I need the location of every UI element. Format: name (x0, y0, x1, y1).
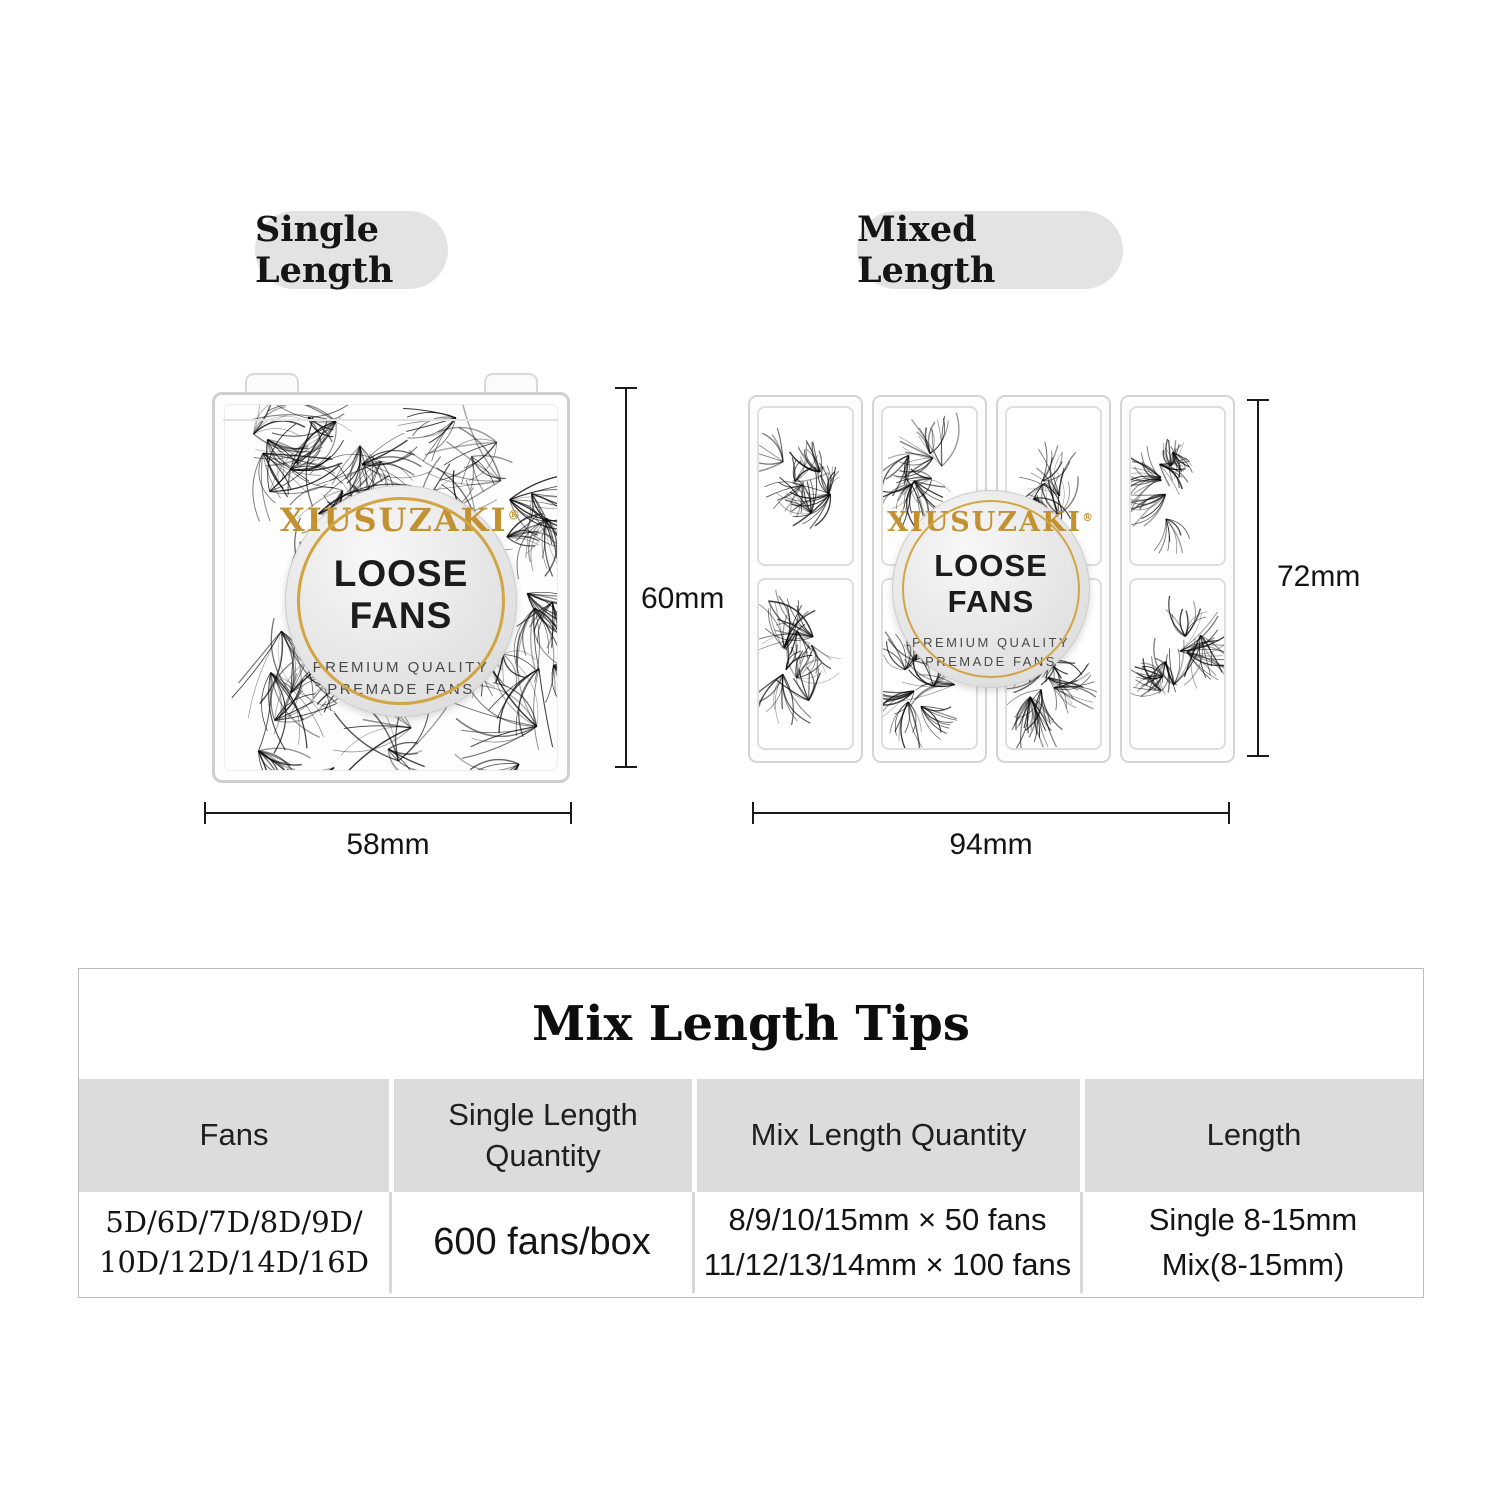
subtitle-line1: PREMIUM QUALITY (312, 659, 490, 677)
length-line1: Single 8-15mm (1148, 1201, 1358, 1237)
subtitle-line1: PREMIUM QUALITY (911, 634, 1071, 650)
mixed-length-badge-label: Mixed Length (857, 209, 996, 291)
lash-compartment (757, 578, 854, 750)
subtitle-line2: PREMADE FANS (327, 681, 475, 698)
single-width-dimension-line (205, 812, 572, 814)
fans-line2: 10D/12D/14D/16D (99, 1244, 369, 1279)
table-header-row (79, 1079, 1423, 1192)
mixed-width-dimension-line (753, 812, 1230, 814)
header-mix-quantity-label: Mix Length Quantity (750, 1117, 1027, 1153)
mix-quantity-line1: 8/9/10/15mm × 50 fans (728, 1201, 1047, 1237)
header-fans-label: Fans (199, 1117, 269, 1153)
lash-compartment (757, 406, 854, 566)
dimension-cap (570, 802, 572, 824)
header-single-quantity-label: Single Length Quantity (448, 1097, 638, 1173)
registered-mark: ® (507, 508, 523, 524)
mixed-height-dimension-label: 72mm (1277, 560, 1361, 593)
header-fans (79, 1079, 389, 1192)
header-mix-quantity (692, 1079, 1080, 1192)
dimension-cap (752, 802, 754, 824)
mixed-length-box-photo (748, 395, 1235, 763)
brand-text: XIUSUZAKI (887, 506, 1083, 538)
table-data-row (79, 1192, 1423, 1293)
lash-clump (759, 408, 852, 564)
header-length (1080, 1079, 1423, 1192)
brand-text: XIUSUZAKI (279, 501, 508, 540)
single-length-badge-label: Single Length (255, 209, 394, 291)
single-width-dimension-label: 58mm (346, 828, 430, 861)
subtitle-line2: PREMADE FANS (925, 653, 1057, 669)
sticker-subtitle (313, 657, 490, 701)
lash-clump (759, 580, 852, 748)
fans-line1: 5D/6D/7D/8D/9D/ (105, 1205, 363, 1240)
spec-table (78, 968, 1424, 1298)
mixed-height-dimension-line (1257, 400, 1259, 757)
sticker-subtitle (912, 634, 1070, 672)
length-line2: Mix(8-15mm) (1161, 1246, 1345, 1282)
compartment-strip (748, 395, 863, 763)
dimension-cap (615, 766, 637, 768)
lash-compartment (1129, 578, 1226, 750)
registered-mark: ® (1082, 510, 1095, 524)
brand-name (887, 507, 1095, 538)
brand-sticker (887, 490, 1095, 688)
mixed-length-badge (857, 211, 1123, 289)
single-length-box-photo (212, 373, 570, 783)
single-length-badge (255, 211, 448, 289)
header-length-label: Length (1206, 1117, 1302, 1153)
lash-compartment (1129, 406, 1226, 566)
compartment-strip (1120, 395, 1235, 763)
single-height-dimension-label: 60mm (641, 582, 725, 615)
dimension-cap (615, 387, 637, 389)
single-height-dimension-line (625, 388, 627, 768)
dimension-cap (1247, 755, 1269, 757)
mix-quantity-line2: 11/12/13/14mm × 100 fans (703, 1246, 1072, 1282)
cell-length (1080, 1192, 1423, 1293)
single-quantity-value: 600 fans/box (433, 1221, 651, 1263)
header-single-quantity (389, 1079, 692, 1192)
mixed-width-dimension-label: 94mm (949, 828, 1033, 861)
lash-clump (1131, 408, 1224, 564)
brand-sticker (279, 485, 523, 717)
cell-single-quantity (389, 1192, 692, 1293)
cell-mix-quantity (692, 1192, 1080, 1293)
table-title: Mix Length Tips (532, 996, 970, 1052)
box-lid-seam (223, 419, 559, 421)
dimension-cap (1228, 802, 1230, 824)
dimension-cap (1247, 399, 1269, 401)
cell-fans (79, 1192, 389, 1293)
product-name: LOOSE FANS (333, 553, 469, 637)
table-title-row (79, 969, 1423, 1079)
brand-name (280, 501, 522, 539)
product-name: LOOSE FANS (934, 547, 1048, 619)
lash-clump (1131, 580, 1224, 748)
dimension-cap (204, 802, 206, 824)
